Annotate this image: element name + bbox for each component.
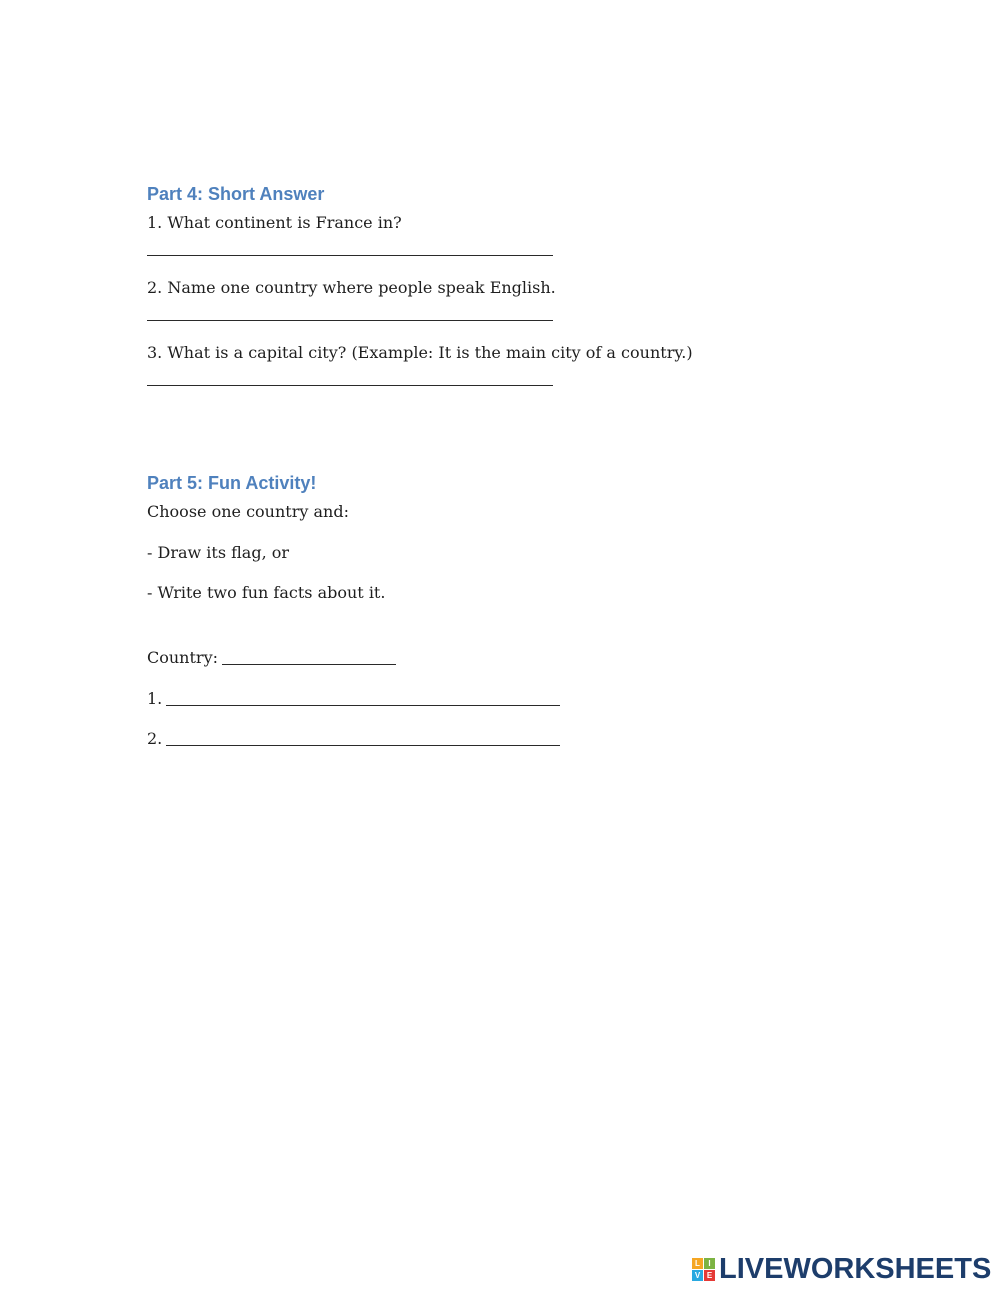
part5-heading: Part 5: Fun Activity!	[147, 473, 317, 493]
fact-1-answer-line[interactable]	[166, 705, 560, 706]
logo-tile-l: L	[692, 1258, 703, 1269]
fact-2-answer-line[interactable]	[166, 745, 560, 746]
country-answer-line[interactable]	[222, 664, 396, 665]
fact-row-1	[147, 689, 560, 709]
question-2: 2. Name one country where people speak English.	[147, 278, 556, 297]
question-3: 3. What is a capital city? (Example: It is the main city of a country.)	[147, 343, 693, 362]
country-label: Country:	[147, 648, 218, 667]
logo-tile-i: I	[704, 1258, 715, 1269]
logo-tile-v: V	[692, 1270, 703, 1281]
activity-option-facts: - Write two fun facts about it.	[147, 583, 386, 602]
fact-2-label: 2.	[147, 729, 163, 748]
part4-heading: Part 4: Short Answer	[147, 184, 325, 204]
activity-intro: Choose one country and:	[147, 502, 349, 521]
logo-tile-e: E	[704, 1270, 715, 1281]
fact-1-label: 1.	[147, 689, 163, 708]
fact-row-2	[147, 729, 560, 749]
answer-line-3[interactable]	[147, 385, 553, 386]
liveworksheets-logo	[692, 1255, 991, 1284]
question-1: 1. What continent is France in?	[147, 213, 402, 232]
answer-line-1[interactable]	[147, 255, 553, 256]
activity-option-draw: - Draw its flag, or	[147, 543, 290, 562]
liveworksheets-logo-icon	[692, 1258, 715, 1281]
answer-line-2[interactable]	[147, 320, 553, 321]
country-row	[147, 648, 396, 668]
liveworksheets-wordmark: LIVEWORKSHEETS	[719, 1253, 992, 1285]
